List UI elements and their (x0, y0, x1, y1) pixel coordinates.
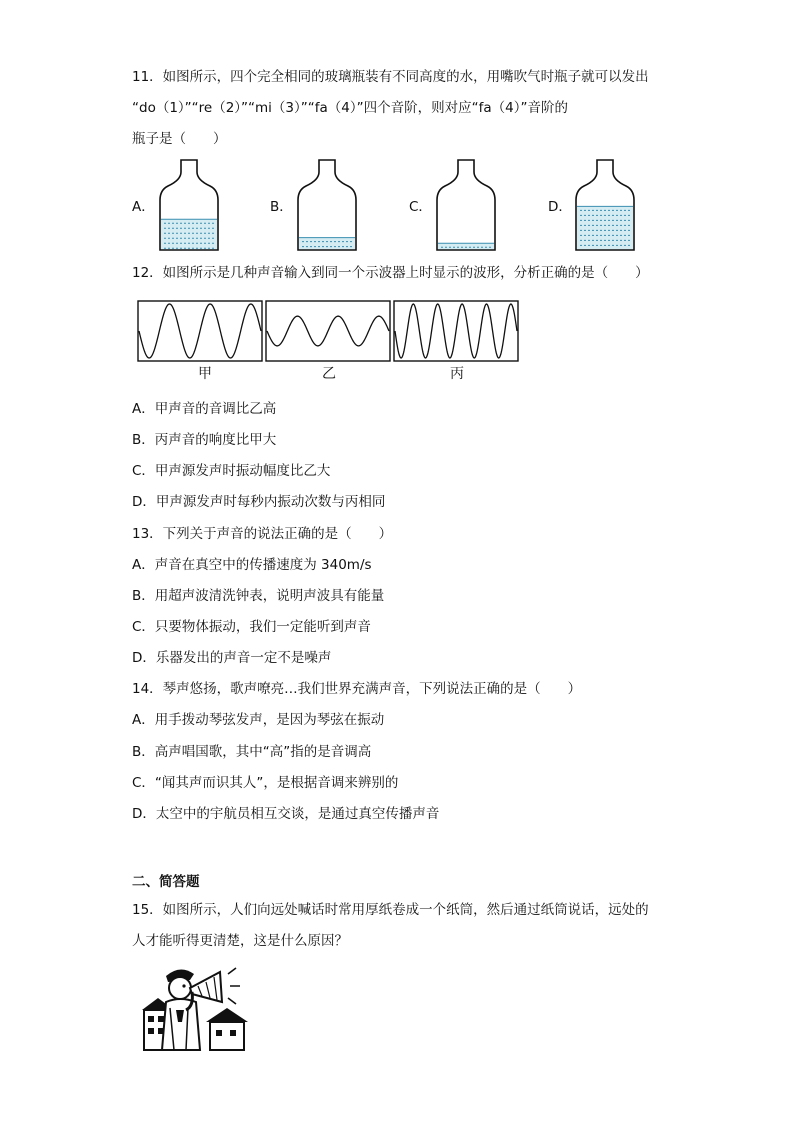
section-title: 二、简答题 (132, 874, 200, 890)
q14-option-d: D．太空中的宇航员相互交谈，是通过真空传播声音 (132, 806, 440, 822)
q14-stem: 14．琴声悠扬，歌声嘹亮…我们世界充满声音，下列说法正确的是（ ） (132, 681, 582, 697)
q13-option-a: A．声音在真空中的传播速度为 340m/s (132, 557, 372, 573)
q13-option-c: C．只要物体振动，我们一定能听到声音 (132, 619, 371, 635)
waveform-curve (395, 304, 517, 358)
q12-wave-jia (137, 300, 263, 362)
q14-option-a: A．用手拨动琴弦发声，是因为琴弦在振动 (132, 712, 385, 728)
q13-option-d: D．乐器发出的声音一定不是噪声 (132, 650, 332, 666)
q12-option-d: D．甲声源发声时每秒内振动次数与丙相同 (132, 494, 386, 510)
q11-bottle-d-figure (574, 158, 636, 252)
q11-bottle-a-figure (158, 158, 220, 252)
q15-stem-line2: 人才能听得更清楚，这是什么原因？ (132, 933, 348, 949)
q11-bottle-c-figure (435, 158, 497, 252)
q12-option-c: C．甲声源发声时振动幅度比乙大 (132, 463, 331, 479)
q12-wave-label-jia: 甲 (198, 366, 212, 382)
q11-stem-line1: 11．如图所示，四个完全相同的玻璃瓶装有不同高度的水，用嘴吹气时瓶子就可以发出 (132, 69, 649, 85)
q12-stem: 12．如图所示是几种声音输入到同一个示波器上时显示的波形，分析正确的是（ ） (132, 265, 649, 281)
q11-option-c-letter: C． (409, 199, 432, 215)
q14-option-b: B．高声唱国歌，其中“高”指的是音调高 (132, 744, 372, 760)
q12-wave-yi (265, 300, 391, 362)
q11-option-d-letter: D． (548, 199, 572, 215)
q15-stem-line1: 15．如图所示，人们向远处喊话时常用厚纸卷成一个纸筒，然后通过纸筒说话，远处的 (132, 902, 649, 918)
q13-option-b: B．用超声波清洗钟表，说明声波具有能量 (132, 588, 385, 604)
q12-wave-label-bing: 丙 (450, 366, 464, 382)
q14-option-c: C．“闻其声而识其人”，是根据音调来辨别的 (132, 775, 399, 791)
q13-stem: 13．下列关于声音的说法正确的是（ ） (132, 526, 393, 542)
q11-bottle-b-figure (296, 158, 358, 252)
waveform-curve (139, 304, 261, 358)
q11-option-b-letter: B． (270, 199, 293, 215)
q15-megaphone-illustration (140, 962, 250, 1052)
waveform-curve (267, 316, 389, 346)
q11-stem-line3: 瓶子是（ ） (132, 131, 227, 147)
q11-option-a-letter: A． (132, 199, 155, 215)
q12-option-b: B．丙声音的响度比甲大 (132, 432, 277, 448)
q12-wave-bing (393, 300, 519, 362)
q12-wave-label-yi: 乙 (322, 366, 336, 382)
q12-option-a: A．甲声音的音调比乙高 (132, 401, 277, 417)
q11-stem-line2: “do（1）”“re（2）”“mi（3）”“fa（4）”四个音阶，则对应“fa（4）”音阶的 (132, 100, 568, 116)
